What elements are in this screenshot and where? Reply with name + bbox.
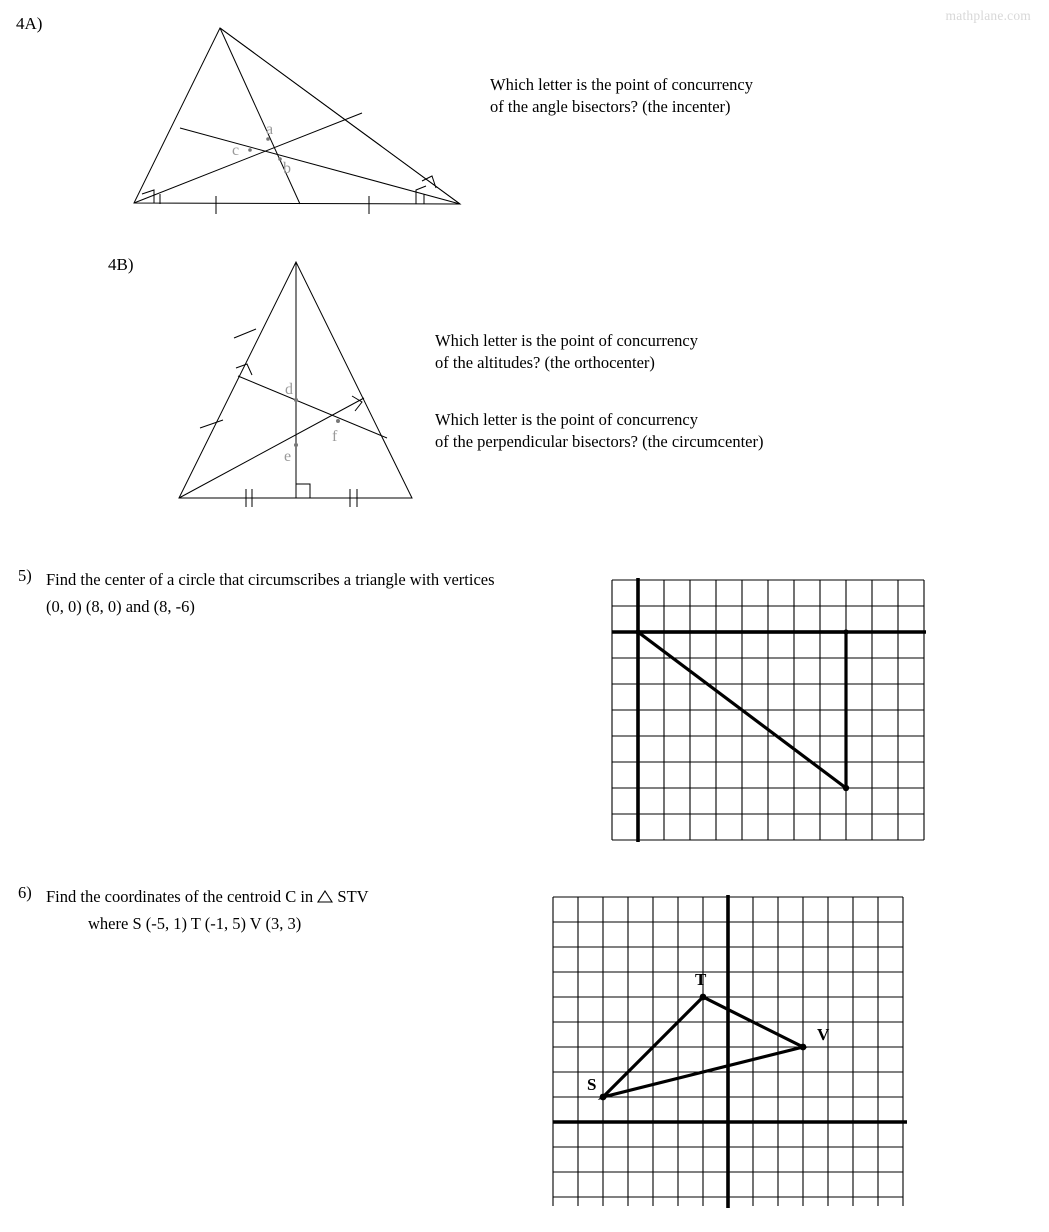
figure-4b-label-d: d [285, 381, 293, 398]
altitude-from-left-side [238, 376, 387, 438]
problem-5-number: 5) [18, 566, 32, 585]
figure-4b [172, 256, 422, 506]
problem-5-line2: (0, 0) (8, 0) and (8, -6) [46, 597, 195, 616]
figure-4b-label-e: e [284, 448, 292, 465]
graph-6-label-s: S [587, 1075, 597, 1094]
figure-4a-label-a: a [266, 121, 274, 138]
question-4b-1-line1: Which letter is the point of concurrency [435, 331, 698, 350]
problem-5-text-italic: center of a circle [104, 570, 216, 589]
point-c-dot [248, 148, 252, 152]
graph-6-vertex-s [600, 1094, 607, 1101]
problem-6-line1 [46, 883, 369, 910]
graph-6-vertex-v [800, 1044, 807, 1051]
cevian-apex-to-base [220, 28, 300, 204]
figure-4a-label-c: c [232, 142, 240, 159]
problem-6-where: where [88, 914, 133, 933]
graph-5-gridlines [612, 580, 924, 840]
question-4a-text [490, 74, 753, 118]
graph-6-label-t: T [695, 970, 707, 989]
right-angle-base [296, 484, 310, 498]
altitude-from-left-vertex [179, 398, 364, 498]
question-4a-line2: of the angle bisectors? (the incenter) [490, 97, 731, 116]
question-4a-line1: Which letter is the point of concurrency [490, 75, 753, 94]
graph-6-svg [551, 890, 911, 1220]
question-4b-1-line2: of the altitudes? (the orthocenter) [435, 353, 655, 372]
tick-left-side-upper [234, 329, 256, 338]
question-4b-text-2 [435, 409, 763, 453]
graph-6-label-v: V [817, 1025, 830, 1044]
angle-mark-left-vertex [142, 190, 154, 203]
problem-5-text-part2: that circumscribes a triangle with vertices [215, 570, 495, 589]
problem-4a-label: 4A) [16, 14, 43, 33]
triangle-4a-outline [134, 28, 460, 204]
problem-6-line2 [88, 910, 369, 937]
right-angle-left-side [236, 364, 252, 375]
problem-5-text-part1: Find the [46, 570, 105, 589]
triangle-symbol-icon [317, 890, 333, 903]
tick-left-side-lower [200, 420, 223, 428]
graph-problem-5 [610, 570, 930, 850]
point-b-dot [278, 157, 282, 161]
problem-6-text-part3: STV [333, 887, 369, 906]
figure-4a-label-b: b [283, 160, 291, 177]
point-e-dot [294, 443, 298, 447]
problem-5-line1 [46, 566, 495, 593]
problem-4b-label: 4B) [108, 255, 134, 274]
graph-problem-6 [551, 890, 911, 1220]
graph-5-svg [610, 570, 930, 850]
site-watermark: mathplane.com [945, 8, 1031, 23]
problem-6-text-italic: centroid [227, 887, 282, 906]
problem-6-number: 6) [18, 883, 32, 902]
graph-5-vertex-0-0 [635, 629, 640, 634]
point-d-dot [294, 398, 298, 402]
point-f-dot [336, 419, 340, 423]
cevian-apex-to-right [220, 28, 460, 204]
bisector-from-left-vertex [134, 113, 362, 203]
problem-6-vertices: S (-5, 1) T (-1, 5) V (3, 3) [132, 914, 302, 933]
figure-4b-svg [172, 256, 422, 506]
figure-4a-svg [120, 18, 480, 218]
problem-6-text-part2: C in [281, 887, 318, 906]
graph-5-vertex-8-0 [843, 629, 848, 634]
figure-4b-label-f: f [332, 428, 338, 445]
problem-5-text [46, 566, 495, 620]
graph-6-vertex-t [700, 994, 707, 1001]
figure-4a [120, 18, 480, 218]
question-4b-text-1 [435, 330, 698, 374]
bisector-from-right-vertex [180, 128, 460, 204]
question-4b-2-line1: Which letter is the point of concurrency [435, 410, 698, 429]
question-4b-2-line2: of the perpendicular bisectors? (the circumcenter) [435, 432, 764, 451]
problem-6-text-part1: Find the coordinates of the [46, 887, 228, 906]
graph-5-vertex-8-neg6 [843, 785, 849, 791]
problem-6-text [46, 883, 369, 937]
